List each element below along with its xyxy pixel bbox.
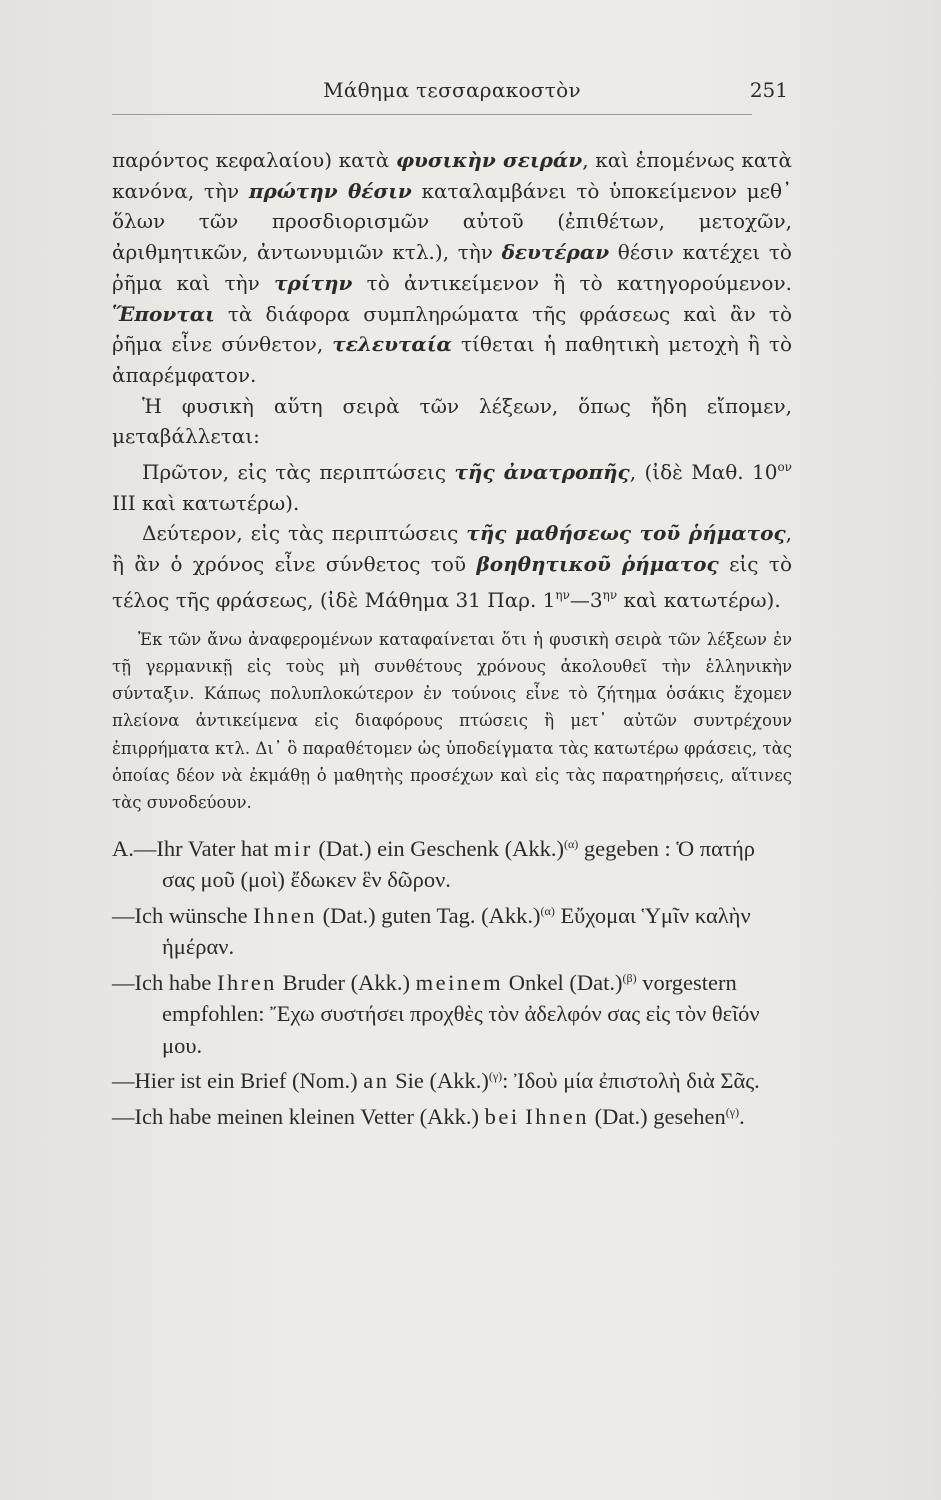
- text-run: καταλαμβάνει τὸ ὑποκείμενον μεθ᾽ ὅλων τῶν προσδιορισμῶν αὐτοῦ (ἐπιθέτων, μετοχῶν, ἀριθμητικῶν, ἀντωνυμιῶν κτλ.), τὴν: [112, 178, 792, 265]
- footnote-marker: (γ): [725, 1104, 740, 1119]
- footnote-marker: (α): [563, 836, 579, 851]
- emphasis: τελευταία: [332, 332, 452, 357]
- text-run: Onkel (Dat.): [503, 969, 623, 995]
- paragraph-2: Ἡ φυσικὴ αὕτη σειρὰ τῶν λέξεων, ὅπως ἤδη εἴπομεν, μεταβάλλεται:: [112, 393, 792, 449]
- text-run: gegeben : Ὁ πατήρ σας μοῦ (μοὶ) ἔδωκεν ἓν δῶρον.: [162, 835, 755, 893]
- paragraph-4: [112, 518, 792, 615]
- emphasis: πρώτην θέσιν: [248, 178, 412, 203]
- text-run: , ἢ ἂν ὁ χρόνος εἶνε σύνθετος τοῦ: [112, 521, 792, 577]
- spaced-word: Ihnen: [525, 1103, 589, 1129]
- examples-list: [112, 829, 792, 1133]
- text-run: vorgestern empfohlen: Ἔχω συστήσει προχθὲς τὸν ἀδελφόν σας εἰς τὸν θεῖόν μου.: [162, 969, 760, 1058]
- text-run: (Dat.) gesehen: [588, 1103, 726, 1129]
- emphasis: βοηθητικοῦ ῥήματος: [476, 552, 719, 577]
- spaced-word: Ihren: [216, 969, 277, 995]
- text-run: παρόντος κεφαλαίου) κατὰ: [112, 148, 396, 172]
- spaced-word: an: [363, 1068, 390, 1094]
- text-run: —Ich habe: [112, 969, 217, 995]
- page-number: 251: [749, 78, 788, 102]
- superscript: ον: [777, 460, 792, 475]
- example-item: [112, 1061, 792, 1097]
- header-rule: [112, 114, 752, 115]
- text-run: .: [739, 1103, 745, 1129]
- text-run: A.—Ihr Vater hat: [112, 835, 275, 861]
- text-run: Δεύτερον, εἰς τὰς περιπτώσεις: [142, 521, 467, 546]
- text-run: , καὶ ἑπομένως κατὰ κανόνα, τὴν: [112, 148, 792, 203]
- spaced-word: mir: [274, 835, 313, 861]
- emphasis: δευτέραν: [501, 240, 610, 265]
- text-run: (Dat.) ein Geschenk (Akk.): [312, 835, 564, 861]
- example-item: [112, 1097, 792, 1133]
- emphasis: τρίτην: [274, 270, 353, 295]
- note-paragraph: Ἐκ τῶν ἄνω ἀναφερομένων καταφαίνεται ὅτι ἡ φυσικὴ σειρὰ τῶν λέξεων ἐν τῇ γερμανικῇ εἰς τοὺς μὴ συνθέτους χρόνους ἀκολουθεῖ τὴν ἑλληνικὴν σύνταξιν. Κάπως πολυπλοκώτερον ἐν τούνοις εἶνε τὸ ζήτημα ὁσάκις ἔχομεν πλείονα ἀντικείμενα εἰς διαφόρους πτώσεις ἢ μετ᾽ αὐτῶν συντρέχουν ἐπιρρήματα κτλ. Δι᾽ ὃ παραθέτομεν ὡς ὑποδείγματα τὰς κατωτέρω φράσεις, τὰς ὁποίας δέον νὰ ἐκμάθῃ ὁ μαθητὴς προσέχων καὶ εἰς τὰς παρατηρήσεις, αἵτινες τὰς συνοδεύουν.: [112, 629, 792, 813]
- emphasis: φυσικὴν σειράν: [395, 148, 583, 172]
- body-text: [112, 145, 792, 1132]
- text-run: —Ich wünsche: [112, 902, 254, 928]
- paragraph-3: [112, 452, 792, 518]
- example-item: [112, 829, 792, 896]
- text-run: καὶ κατωτέρω).: [617, 587, 781, 612]
- superscript: ην: [602, 587, 618, 602]
- text-run: (Dat.) guten Tag. (Akk.): [316, 902, 541, 928]
- text-run: τὸ ἀντικείμενον ἢ τὸ κατηγορούμενον.: [352, 270, 792, 295]
- text-run: —Ich habe meinen kleinen Vetter (Akk.): [112, 1103, 485, 1129]
- text-run: Εὔχομαι Ὑμῖν καλὴν ἡμέραν.: [162, 902, 751, 960]
- text-run: , (ἰδὲ Μαθ. 10: [629, 460, 778, 485]
- text-run: —3: [569, 587, 603, 612]
- text-run: —Hier ist ein Brief (Nom.): [112, 1068, 364, 1094]
- emphasis: Ἕπονται: [112, 301, 215, 326]
- paragraph-1: [112, 145, 792, 391]
- text-run: : Ἰδοὺ μία ἐπιστολὴ διὰ Σᾶς.: [502, 1068, 760, 1094]
- superscript: ην: [555, 587, 570, 602]
- emphasis: τῆς μαθήσεως τοῦ ῥήματος: [466, 521, 786, 546]
- text-run: θέσιν κατέχει τὸ ῥῆμα καὶ τὴν: [112, 240, 792, 295]
- page-header: [112, 78, 792, 108]
- text-run: ΙΙΙ καὶ κατωτέρω).: [112, 490, 300, 515]
- running-title: Μάθημα τεσσαρακοστὸν: [323, 78, 581, 102]
- text-run: τίθεται ἡ παθητικὴ μετοχὴ ἢ τὸ ἀπαρέμφατον.: [112, 332, 792, 387]
- spaced-word: meinem: [415, 969, 504, 995]
- text-run: τὰ διάφορα συμπληρώματα τῆς φράσεως καὶ ἂν τὸ ῥῆμα εἶνε σύνθετον,: [112, 301, 792, 357]
- emphasis: τῆς ἀνατροπῆς: [454, 460, 630, 485]
- example-item: [112, 963, 792, 1062]
- footnote-marker: (γ): [488, 1069, 503, 1084]
- footnote-marker: (α): [540, 903, 555, 918]
- text-run: Sie (Akk.): [389, 1068, 489, 1094]
- example-item: [112, 896, 792, 963]
- footnote-marker: (β): [622, 970, 637, 985]
- spaced-word: Ihnen: [253, 902, 317, 928]
- spaced-word: bei: [484, 1103, 520, 1129]
- text-run: Πρῶτον, εἰς τὰς περιπτώσεις: [142, 460, 455, 485]
- text-run: εἰς τὸ τέλος τῆς φράσεως, (ἰδὲ Μάθημα 31 Παρ. 1: [112, 552, 792, 612]
- text-run: Bruder (Akk.): [276, 969, 416, 995]
